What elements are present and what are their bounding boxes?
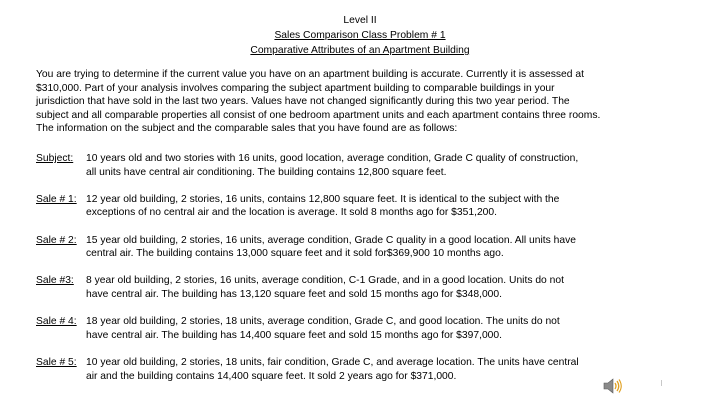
subject-entry (36, 152, 696, 179)
entry-label: Subject: (36, 153, 74, 164)
entry-text-line: have central air. The building has 13,120 square feet and sold 15 months ago for $348,000. (86, 288, 502, 300)
entry-label: Sale # 5: (36, 356, 77, 368)
level-heading: Level II (343, 15, 377, 26)
entry-text-line: all units have central air conditioning. The building contains 12,800 square feet. (86, 166, 447, 178)
entry-label: Sale # 1: (36, 193, 77, 205)
entry-text-line: exceptions of no central air and the location is average. It sold 8 months ago for $351,200. (86, 207, 497, 219)
intro-line: $310,000. Part of your analysis involves comparing the subject apartment building to comparable buildings in your (36, 82, 555, 94)
intro-line: The information on the subject and the comparable sales that you have found are as follows: (36, 123, 458, 135)
problem-title: Sales Comparison Class Problem # 1 (274, 30, 446, 41)
entry-label: Sale # 2: (36, 234, 77, 246)
property-list (36, 152, 696, 397)
document-header (0, 13, 720, 58)
sale-3-entry (36, 274, 696, 301)
entry-text-line: have central air. The building has 14,400 square feet and sold 15 months ago for $397,000. (86, 329, 502, 341)
slide-marker (661, 380, 662, 386)
entry-label: Sale # 4: (36, 316, 77, 328)
entry-text-line: 15 year old building, 2 stories, 16 units, average condition, Grade C quality in a good location. All units have (86, 234, 576, 246)
entry-text-line: 10 year old building, 2 stories, 18 units, fair condition, Grade C, and average location. The units have central (86, 356, 579, 368)
sale-4-entry (36, 315, 696, 342)
entry-text-line: 8 year old building, 2 stories, 16 units, average condition, C-1 Grade, and in a good location. Units do not (86, 275, 564, 287)
intro-line: You are trying to determine if the current value you have on an apartment building is accurate. Currently it is assessed at (36, 69, 584, 80)
sale-1-entry (36, 193, 696, 220)
document-subtitle: Comparative Attributes of an Apartment Building (250, 45, 470, 56)
entry-text-line: air and the building contains 14,400 square feet. It sold 2 years ago for $371,000. (86, 370, 457, 382)
entry-text-line: central air. The building contains 13,000 square feet and it sold for$369,900 10 months ago. (86, 248, 504, 260)
speaker-icon-graphic (602, 377, 624, 395)
intro-line: subject and all comparable properties all consist of one bedroom apartment units and each apartment contains three rooms. (36, 109, 601, 121)
sale-2-entry (36, 234, 696, 261)
sale-5-entry (36, 356, 696, 383)
speaker-icon[interactable] (602, 377, 624, 395)
intro-line: jurisdiction that have sold in the last two years. Values have not changed significantly during this two year period. The (36, 96, 570, 108)
intro-paragraph (36, 68, 696, 136)
entry-text-line: 10 years old and two stories with 16 units, good location, average condition, Grade C quality of construction, (86, 153, 579, 164)
entry-label: Sale #3: (36, 275, 74, 287)
entry-text-line: 18 year old building, 2 stories, 18 units, average condition, Grade C, and good location. The units do not (86, 316, 560, 328)
entry-text-line: 12 year old building, 2 stories, 16 units, contains 12,800 square feet. It is identical to the subject with the (86, 193, 560, 205)
